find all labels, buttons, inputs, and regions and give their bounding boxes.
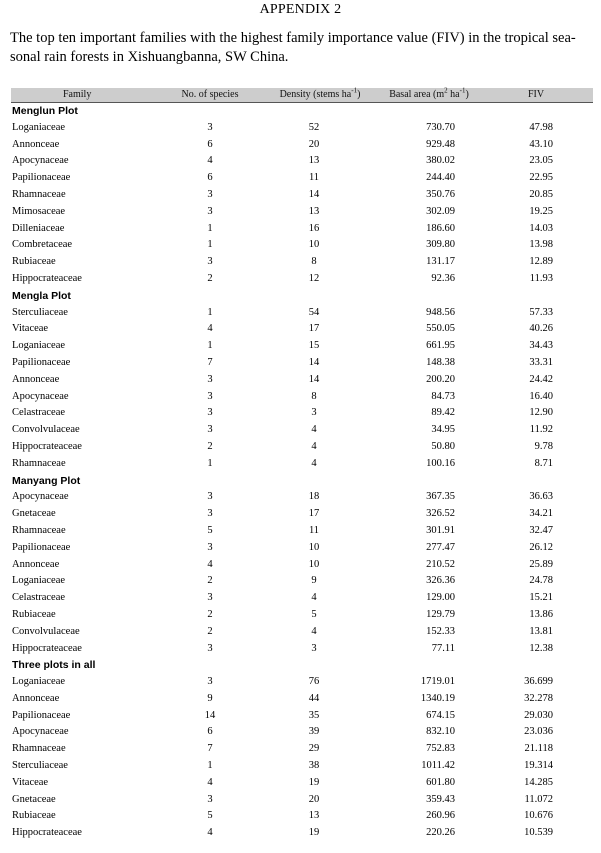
species-cell: 6 bbox=[207, 172, 213, 184]
density-cell: 3 bbox=[311, 407, 317, 419]
table-row bbox=[11, 724, 593, 741]
species-cell: 1 bbox=[207, 239, 213, 251]
basal-area-cell: 326.36 bbox=[426, 575, 455, 587]
density-cell: 13 bbox=[308, 155, 320, 167]
species-cell: 4 bbox=[207, 323, 213, 335]
density-cell: 39 bbox=[308, 726, 320, 738]
fiv-cell: 15.21 bbox=[529, 592, 553, 604]
species-cell: 3 bbox=[207, 676, 213, 688]
fiv-cell: 36.63 bbox=[529, 491, 553, 503]
density-cell: 10 bbox=[308, 558, 320, 570]
species-cell: 14 bbox=[204, 709, 216, 721]
table-row bbox=[11, 439, 593, 456]
family-cell: Apocynaceae bbox=[12, 726, 69, 738]
density-cell: 8 bbox=[311, 390, 317, 402]
species-cell: 3 bbox=[207, 508, 213, 520]
fiv-cell: 11.92 bbox=[529, 424, 553, 436]
fiv-cell: 8.71 bbox=[534, 457, 553, 469]
fiv-cell: 11.072 bbox=[524, 793, 553, 805]
family-cell: Papilionaceae bbox=[12, 172, 71, 184]
fiv-cell: 13.81 bbox=[529, 625, 553, 637]
species-cell: 3 bbox=[207, 121, 213, 133]
fiv-cell: 11.93 bbox=[529, 272, 553, 284]
fiv-cell: 14.285 bbox=[524, 776, 553, 788]
family-cell: Rhamnaceae bbox=[12, 188, 66, 200]
table-row bbox=[11, 305, 593, 322]
family-cell: Apocynaceae bbox=[12, 491, 69, 503]
density-cell: 5 bbox=[311, 608, 317, 620]
basal-area-cell: 674.15 bbox=[426, 709, 455, 721]
basal-area-cell: 100.16 bbox=[426, 457, 455, 469]
species-cell: 1 bbox=[207, 340, 213, 352]
basal-area-cell: 260.96 bbox=[426, 810, 455, 822]
basal-area-cell: 948.56 bbox=[426, 306, 455, 318]
family-cell: Rhamnaceae bbox=[12, 524, 66, 536]
species-cell: 3 bbox=[207, 592, 213, 604]
density-cell: 18 bbox=[308, 491, 320, 503]
family-cell: Dilleniaceae bbox=[12, 222, 65, 234]
fiv-cell: 13.86 bbox=[529, 608, 553, 620]
table-row bbox=[11, 792, 593, 809]
basal-area-cell: 661.95 bbox=[426, 340, 455, 352]
fiv-cell: 12.38 bbox=[529, 642, 553, 654]
table-row bbox=[11, 708, 593, 725]
header-density: Density (stems $ha^{-1}$) bbox=[279, 86, 361, 100]
basal-area-cell: 244.40 bbox=[426, 172, 455, 184]
basal-area-cell: 131.17 bbox=[426, 256, 455, 268]
basal-area-cell: 326.52 bbox=[426, 508, 455, 520]
basal-area-cell: 92.36 bbox=[431, 272, 455, 284]
fiv-cell: 14.03 bbox=[529, 222, 553, 234]
basal-area-cell: 50.80 bbox=[431, 440, 455, 452]
family-cell: Hippocrateaceae bbox=[12, 440, 82, 452]
family-cell: Annonceae bbox=[12, 558, 60, 570]
species-cell: 4 bbox=[207, 827, 213, 839]
basal-area-cell: 1340.19 bbox=[420, 692, 455, 704]
table-row bbox=[11, 489, 593, 506]
density-cell: 15 bbox=[308, 340, 320, 352]
basal-area-cell: 1011.42 bbox=[421, 760, 455, 772]
family-cell: Papilionaceae bbox=[12, 356, 71, 368]
basal-area-cell: 1719.01 bbox=[420, 676, 455, 688]
density-cell: 10 bbox=[308, 541, 320, 553]
table-body bbox=[11, 103, 593, 842]
family-cell: Vitaceae bbox=[12, 323, 49, 335]
basal-area-cell: 200.20 bbox=[426, 373, 455, 385]
species-cell: 3 bbox=[207, 256, 213, 268]
family-cell: Loganiaceae bbox=[12, 575, 66, 587]
density-cell: 9 bbox=[311, 575, 317, 587]
fiv-cell: 32.47 bbox=[529, 524, 553, 536]
basal-area-cell: 367.35 bbox=[426, 491, 455, 503]
fiv-cell: 47.98 bbox=[529, 121, 553, 133]
table-row bbox=[11, 170, 593, 187]
fiv-cell: 23.036 bbox=[524, 726, 553, 738]
basal-area-cell: 380.02 bbox=[426, 155, 455, 167]
table-row bbox=[11, 808, 593, 825]
basal-area-cell: 302.09 bbox=[426, 205, 455, 217]
family-cell: Convolvulaceae bbox=[12, 625, 80, 637]
species-cell: 3 bbox=[207, 407, 213, 419]
header-basal-area: Basal area ($m^2$ $ha^{-1}$) bbox=[389, 86, 469, 100]
table-row bbox=[11, 338, 593, 355]
group-title: Manyang Plot bbox=[12, 474, 81, 487]
table-row bbox=[11, 624, 593, 641]
density-cell: 10 bbox=[308, 239, 320, 251]
fiv-cell: 24.78 bbox=[529, 575, 553, 587]
fiv-cell: 20.85 bbox=[529, 188, 553, 200]
table-header bbox=[11, 88, 593, 103]
family-cell: Combretaceae bbox=[12, 239, 73, 251]
group-title: Three plots in all bbox=[12, 659, 96, 672]
family-cell: Rubiaceae bbox=[12, 256, 56, 268]
table-row bbox=[11, 137, 593, 154]
fiv-cell: 24.42 bbox=[529, 373, 553, 385]
family-cell: Loganiaceae bbox=[12, 121, 66, 133]
table-row bbox=[11, 641, 593, 658]
density-cell: 14 bbox=[308, 373, 320, 385]
basal-area-cell: 359.43 bbox=[426, 793, 455, 805]
basal-area-cell: 550.05 bbox=[426, 323, 455, 335]
fiv-cell: 40.26 bbox=[529, 323, 553, 335]
table-row bbox=[11, 204, 593, 221]
basal-area-cell: 752.83 bbox=[426, 743, 455, 755]
species-cell: 3 bbox=[207, 205, 213, 217]
table-row bbox=[11, 557, 593, 574]
species-cell: 3 bbox=[207, 793, 213, 805]
basal-area-cell: 148.38 bbox=[426, 356, 455, 368]
family-cell: Mimosaceae bbox=[12, 205, 66, 217]
basal-area-cell: 350.76 bbox=[426, 188, 455, 200]
family-cell: Loganiaceae bbox=[12, 676, 66, 688]
species-cell: 3 bbox=[207, 491, 213, 503]
family-cell: Annonceae bbox=[12, 138, 60, 150]
table-row bbox=[11, 271, 593, 288]
family-cell: Rhamnaceae bbox=[12, 743, 66, 755]
table-row bbox=[11, 254, 593, 271]
species-cell: 3 bbox=[207, 541, 213, 553]
group-row bbox=[11, 473, 593, 490]
species-cell: 2 bbox=[207, 440, 213, 452]
density-cell: 16 bbox=[308, 222, 320, 234]
family-cell: Hippocrateaceae bbox=[12, 642, 82, 654]
table-row bbox=[11, 674, 593, 691]
density-cell: 54 bbox=[308, 306, 320, 318]
family-cell: Gnetaceae bbox=[12, 793, 56, 805]
fiv-cell: 12.90 bbox=[529, 407, 553, 419]
basal-area-cell: 89.42 bbox=[431, 407, 455, 419]
table-row bbox=[11, 523, 593, 540]
table-row bbox=[11, 120, 593, 137]
species-cell: 2 bbox=[207, 575, 213, 587]
fiv-cell: 22.95 bbox=[529, 172, 553, 184]
table-caption: The top ten important families with the highest family importance value (FIV) in the tropical sea-sonal rain forests in Xishuangbanna, SW China. bbox=[10, 30, 576, 65]
basal-area-cell: 309.80 bbox=[426, 239, 455, 251]
density-cell: 38 bbox=[308, 760, 320, 772]
species-cell: 7 bbox=[207, 743, 213, 755]
family-cell: Rhamnaceae bbox=[12, 457, 66, 469]
density-cell: 29 bbox=[308, 743, 320, 755]
basal-area-cell: 129.00 bbox=[426, 592, 455, 604]
family-cell: Loganiaceae bbox=[12, 340, 66, 352]
density-cell: 52 bbox=[308, 121, 320, 133]
table-row bbox=[11, 573, 593, 590]
species-cell: 1 bbox=[207, 306, 213, 318]
table-row bbox=[11, 237, 593, 254]
table-row bbox=[11, 221, 593, 238]
basal-area-cell: 832.10 bbox=[426, 726, 455, 738]
family-cell: Celastraceae bbox=[12, 407, 66, 419]
density-cell: 4 bbox=[311, 625, 317, 637]
family-cell: Sterculiaceae bbox=[12, 760, 68, 772]
family-cell: Gnetaceae bbox=[12, 508, 56, 520]
density-cell: 4 bbox=[311, 592, 317, 604]
family-cell: Annonceae bbox=[12, 692, 60, 704]
table-row bbox=[11, 321, 593, 338]
species-cell: 4 bbox=[207, 776, 213, 788]
table-row bbox=[11, 422, 593, 439]
species-cell: 4 bbox=[207, 155, 213, 167]
fiv-cell: 9.78 bbox=[534, 440, 553, 452]
fiv-cell: 57.33 bbox=[529, 306, 553, 318]
fiv-cell: 23.05 bbox=[529, 155, 553, 167]
fiv-table bbox=[11, 88, 593, 842]
density-cell: 4 bbox=[311, 457, 317, 469]
family-cell: Vitaceae bbox=[12, 776, 49, 788]
family-cell: Papilionaceae bbox=[12, 541, 71, 553]
table-row bbox=[11, 607, 593, 624]
table-row bbox=[11, 355, 593, 372]
family-cell: Rubiaceae bbox=[12, 608, 56, 620]
fiv-cell: 21.118 bbox=[524, 743, 553, 755]
species-cell: 5 bbox=[207, 810, 213, 822]
table-row bbox=[11, 456, 593, 473]
fiv-cell: 16.40 bbox=[529, 390, 553, 402]
fiv-cell: 43.10 bbox=[529, 138, 553, 150]
fiv-cell: 29.030 bbox=[524, 709, 553, 721]
species-cell: 3 bbox=[207, 424, 213, 436]
species-cell: 3 bbox=[207, 642, 213, 654]
density-cell: 19 bbox=[308, 776, 320, 788]
basal-area-cell: 220.26 bbox=[426, 827, 455, 839]
table-row bbox=[11, 758, 593, 775]
density-cell: 4 bbox=[311, 424, 317, 436]
fiv-cell: 34.21 bbox=[529, 508, 553, 520]
species-cell: 1 bbox=[207, 760, 213, 772]
family-cell: Rubiaceae bbox=[12, 810, 56, 822]
basal-area-cell: 77.11 bbox=[431, 642, 455, 654]
density-cell: 13 bbox=[308, 205, 320, 217]
basal-area-cell: 730.70 bbox=[426, 121, 455, 133]
table-row bbox=[11, 825, 593, 842]
density-cell: 14 bbox=[308, 188, 320, 200]
species-cell: 2 bbox=[207, 272, 213, 284]
table-row bbox=[11, 506, 593, 523]
group-title: Menglun Plot bbox=[12, 105, 78, 117]
fiv-cell: 10.676 bbox=[524, 810, 553, 822]
fiv-cell: 13.98 bbox=[529, 239, 553, 251]
header-fiv: FIV bbox=[527, 89, 545, 100]
basal-area-cell: 84.73 bbox=[431, 390, 455, 402]
species-cell: 1 bbox=[207, 457, 213, 469]
family-cell: Hippocrateaceae bbox=[12, 827, 82, 839]
basal-area-cell: 601.80 bbox=[426, 776, 455, 788]
table-row bbox=[11, 540, 593, 557]
table-row bbox=[11, 741, 593, 758]
density-cell: 20 bbox=[308, 793, 320, 805]
basal-area-cell: 34.95 bbox=[431, 424, 455, 436]
basal-area-cell: 152.33 bbox=[426, 625, 455, 637]
group-row bbox=[11, 103, 593, 120]
family-cell: Apocynaceae bbox=[12, 155, 69, 167]
family-cell: Convolvulaceae bbox=[12, 424, 80, 436]
appendix-heading: APPENDIX 2 bbox=[259, 2, 342, 17]
density-cell: 8 bbox=[311, 256, 317, 268]
species-cell: 2 bbox=[207, 625, 213, 637]
density-cell: 14 bbox=[308, 356, 320, 368]
header-species: No. of species bbox=[181, 89, 239, 100]
species-cell: 7 bbox=[207, 356, 213, 368]
header-family: Family bbox=[63, 89, 92, 100]
table-row bbox=[11, 691, 593, 708]
density-cell: 17 bbox=[308, 508, 320, 520]
density-cell: 4 bbox=[311, 440, 317, 452]
basal-area-cell: 210.52 bbox=[426, 558, 455, 570]
basal-area-cell: 277.47 bbox=[426, 541, 455, 553]
group-row bbox=[11, 288, 593, 305]
family-cell: Celastraceae bbox=[12, 592, 66, 604]
fiv-cell: 25.89 bbox=[529, 558, 553, 570]
density-cell: 3 bbox=[311, 642, 317, 654]
fiv-cell: 12.89 bbox=[529, 256, 553, 268]
fiv-cell: 26.12 bbox=[529, 541, 553, 553]
species-cell: 5 bbox=[207, 524, 213, 536]
family-cell: Hippocrateaceae bbox=[12, 272, 82, 284]
family-cell: Sterculiaceae bbox=[12, 306, 68, 318]
fiv-cell: 32.278 bbox=[524, 692, 553, 704]
density-cell: 19 bbox=[308, 827, 320, 839]
species-cell: 9 bbox=[207, 692, 213, 704]
species-cell: 3 bbox=[207, 390, 213, 402]
group-row bbox=[11, 657, 593, 674]
fiv-cell: 10.539 bbox=[524, 827, 553, 839]
density-cell: 17 bbox=[308, 323, 320, 335]
density-cell: 11 bbox=[308, 524, 320, 536]
family-cell: Apocynaceae bbox=[12, 390, 69, 402]
table-row bbox=[11, 153, 593, 170]
density-cell: 20 bbox=[308, 138, 320, 150]
species-cell: 3 bbox=[207, 188, 213, 200]
group-title: Mengla Plot bbox=[12, 289, 71, 302]
density-cell: 35 bbox=[308, 709, 320, 721]
species-cell: 1 bbox=[207, 222, 213, 234]
density-cell: 12 bbox=[308, 272, 320, 284]
table-row bbox=[11, 775, 593, 792]
table-row bbox=[11, 372, 593, 389]
family-cell: Papilionaceae bbox=[12, 709, 71, 721]
basal-area-cell: 929.48 bbox=[426, 138, 455, 150]
fiv-cell: 19.25 bbox=[529, 205, 553, 217]
density-cell: 44 bbox=[308, 692, 320, 704]
density-cell: 13 bbox=[308, 810, 320, 822]
fiv-cell: 19.314 bbox=[524, 760, 553, 772]
density-cell: 11 bbox=[308, 172, 320, 184]
species-cell: 3 bbox=[207, 373, 213, 385]
table-row bbox=[11, 405, 593, 422]
basal-area-cell: 186.60 bbox=[426, 222, 455, 234]
density-cell: 76 bbox=[308, 676, 320, 688]
species-cell: 6 bbox=[207, 138, 213, 150]
table-row bbox=[11, 590, 593, 607]
fiv-cell: 36.699 bbox=[524, 676, 553, 688]
table-row bbox=[11, 187, 593, 204]
fiv-cell: 33.31 bbox=[529, 356, 553, 368]
species-cell: 2 bbox=[207, 608, 213, 620]
basal-area-cell: 129.79 bbox=[426, 608, 455, 620]
species-cell: 4 bbox=[207, 558, 213, 570]
species-cell: 6 bbox=[207, 726, 213, 738]
family-cell: Annonceae bbox=[12, 373, 60, 385]
basal-area-cell: 301.91 bbox=[426, 524, 455, 536]
fiv-cell: 34.43 bbox=[529, 340, 553, 352]
table-row bbox=[11, 389, 593, 406]
